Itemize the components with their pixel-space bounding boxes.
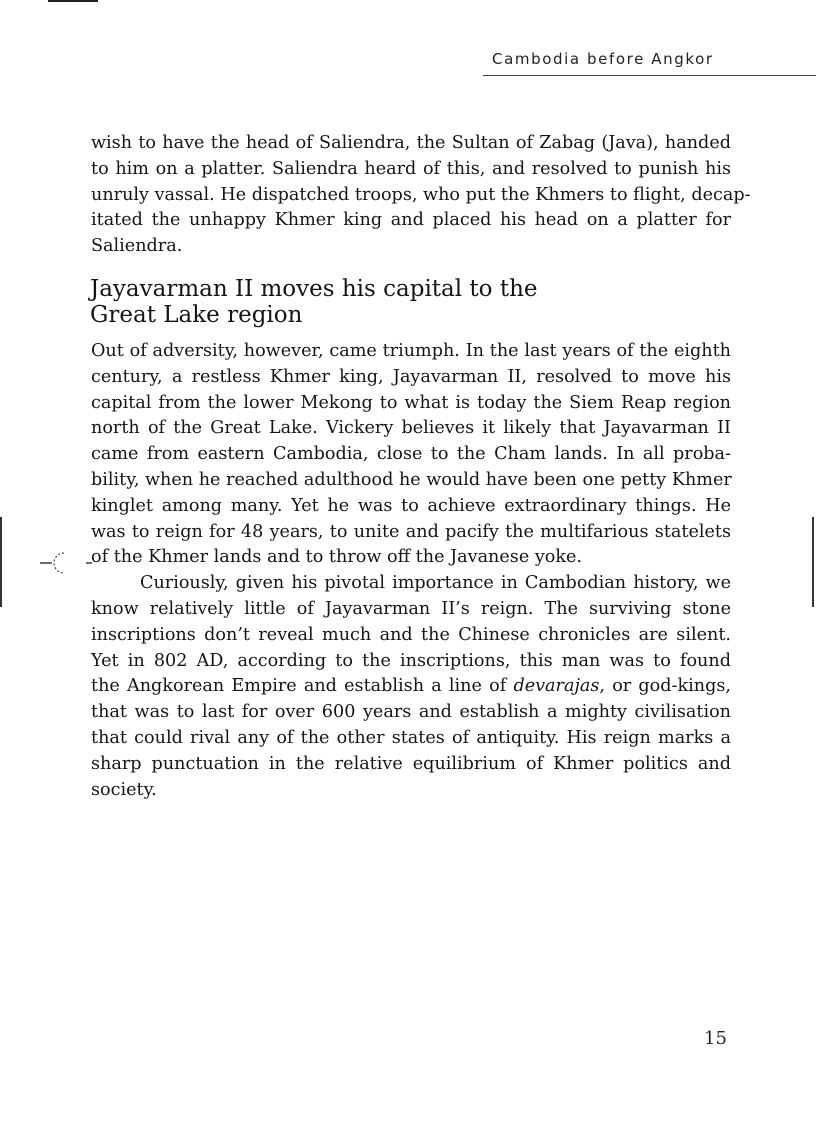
paragraph-line: itated the unhappy Khmer king and placed his head on a platter for bbox=[91, 210, 731, 231]
paragraph-line: came from eastern Cambodia, close to the Cham lands. In all proba- bbox=[91, 444, 731, 465]
section-heading bbox=[90, 276, 650, 328]
paragraph-1 bbox=[91, 131, 751, 260]
line-text-after: , or god-kings, bbox=[599, 676, 731, 697]
header-rule bbox=[483, 75, 816, 76]
paragraph-line: society. bbox=[91, 779, 157, 800]
paragraph-line: was to reign for 48 years, to unite and pacify the multifarious statelets bbox=[91, 521, 731, 542]
line-text-before: the Angkorean Empire and establish a line of bbox=[91, 676, 514, 697]
paragraph-line: of the Khmer lands and to throw off the Javanese yoke. bbox=[91, 547, 583, 568]
italic-term: devarajas bbox=[513, 676, 600, 697]
paragraph-line: know relatively little of Jayavarman II’s reign. The surviving stone bbox=[91, 598, 731, 619]
crop-mark-left bbox=[0, 517, 2, 607]
body-text bbox=[91, 339, 731, 803]
paragraph-line: bility, when he reached adulthood he would have been one petty Khmer bbox=[91, 469, 732, 490]
registration-mark-icon bbox=[40, 548, 92, 578]
section-heading-line-2: Great Lake region bbox=[90, 302, 303, 328]
paragraph-line: inscriptions don’t reveal much and the Chinese chronicles are silent. bbox=[91, 624, 731, 645]
paragraph-line: sharp punctuation in the relative equilibrium of Khmer politics and bbox=[91, 753, 731, 774]
paragraph-line: century, a restless Khmer king, Jayavarman II, resolved to move his bbox=[91, 366, 731, 387]
paragraph-line: Saliendra. bbox=[91, 236, 183, 257]
section-heading-line-1: Jayavarman II moves his capital to the bbox=[90, 276, 538, 302]
paragraph-line: north of the Great Lake. Vickery believes it likely that Jayavarman II bbox=[91, 418, 731, 439]
paragraph-line: capital from the lower Mekong to what is today the Siem Reap region bbox=[91, 392, 731, 413]
paragraph-line: Yet in 802 AD, according to the inscriptions, this man was to found bbox=[91, 650, 731, 671]
paragraph-line: kinglet among many. Yet he was to achieve extraordinary things. He bbox=[91, 495, 731, 516]
paragraph-line: wish to have the head of Saliendra, the Sultan of Zabag (Java), handed bbox=[91, 133, 731, 153]
paragraph-line: Out of adversity, however, came triumph. In the last years of the eighth bbox=[91, 341, 731, 361]
paragraph-line: Curiously, given his pivotal importance in Cambodian history, we bbox=[140, 573, 731, 594]
paragraph-line: that could rival any of the other states of antiquity. His reign marks a bbox=[91, 727, 731, 748]
crop-mark-top bbox=[48, 0, 98, 2]
crop-mark-right bbox=[812, 517, 814, 607]
paragraph-line-with-italic bbox=[91, 674, 731, 700]
paragraph-line: that was to last for over 600 years and establish a mighty civilisation bbox=[91, 702, 731, 723]
page-number: 15 bbox=[704, 1028, 727, 1049]
paragraph-line: to him on a platter. Saliendra heard of this, and resolved to punish his bbox=[91, 158, 731, 179]
paragraph-line: unruly vassal. He dispatched troops, who put the Khmers to flight, decap- bbox=[91, 184, 751, 205]
running-head: Cambodia before Angkor bbox=[492, 50, 714, 68]
